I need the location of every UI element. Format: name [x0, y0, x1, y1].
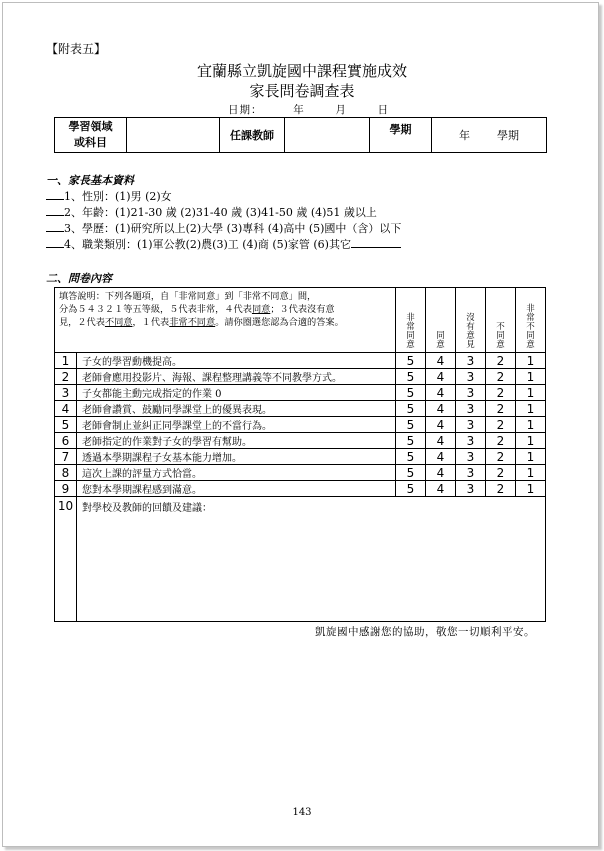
score-option[interactable]: 4 — [426, 449, 456, 465]
score-option[interactable]: 2 — [486, 369, 516, 385]
scale-header-agree: 同意 — [426, 288, 456, 353]
score-option[interactable]: 2 — [486, 385, 516, 401]
question-number: 7 — [55, 449, 77, 465]
basic-item-text: 3、學歷：(1)研究所以上(2)大學 (3)專科 (4)高中 (5)國中（含）以下 — [64, 222, 402, 235]
score-option[interactable]: 4 — [426, 465, 456, 481]
score-option[interactable]: 2 — [486, 449, 516, 465]
page-number: 143 — [292, 807, 312, 818]
score-option[interactable]: 3 — [456, 433, 486, 449]
field-label-line2: 或科目 — [74, 136, 107, 149]
score-option[interactable]: 3 — [456, 369, 486, 385]
question-row — [55, 449, 546, 465]
instructions-line3 — [59, 316, 391, 329]
score-option[interactable]: 5 — [396, 417, 426, 433]
basic-item-text: 1、性別：(1)男 (2)女 — [64, 190, 172, 203]
date-line — [228, 102, 389, 117]
instructions-line1: 填答說明：下列各題項，自「非常同意」到「非常不同意」間， — [59, 291, 317, 302]
score-option[interactable]: 4 — [426, 401, 456, 417]
question-text: 子女的學習動機提高。 — [77, 353, 396, 369]
instructions-underlined: 非常不同意 — [169, 317, 216, 328]
teacher-value-cell[interactable] — [285, 118, 370, 153]
question-text: 老師會應用投影片、海報、課程整理講義等不同教學方式。 — [77, 369, 396, 385]
question-number: 1 — [55, 353, 77, 369]
score-option[interactable]: 4 — [426, 385, 456, 401]
section2-heading: 二、問卷內容 — [46, 272, 112, 285]
score-option[interactable]: 2 — [486, 401, 516, 417]
question-number: 6 — [55, 433, 77, 449]
instructions-text: ，１代表 — [132, 317, 170, 328]
field-value-cell[interactable] — [127, 118, 220, 153]
question-row — [55, 481, 546, 497]
score-option[interactable]: 3 — [456, 417, 486, 433]
score-option[interactable]: 1 — [516, 449, 546, 465]
appendix-tag: 【附表五】 — [46, 42, 107, 56]
score-option[interactable]: 4 — [426, 433, 456, 449]
question-text: 老師指定的作業對子女的學習有幫助。 — [77, 433, 396, 449]
basic-item-text: 4、職業類別：(1)軍公教(2)農(3)工 (4)商 (5)家管 (6)其它 — [64, 238, 351, 251]
scale-header-strongly-disagree: 非常不同意 — [516, 288, 546, 353]
scale-header-strongly-agree: 非常同意 — [396, 288, 426, 353]
score-option[interactable]: 4 — [426, 417, 456, 433]
score-option[interactable]: 4 — [426, 369, 456, 385]
field-label-cell — [55, 118, 127, 153]
score-option[interactable]: 3 — [456, 353, 486, 369]
feedback-prompt: 對學校及教師的回饋及建議： — [82, 503, 212, 514]
question-number: 8 — [55, 465, 77, 481]
question-row — [55, 369, 546, 385]
instructions-underlined: 不同意 — [104, 317, 133, 328]
date-month: 月 — [335, 104, 347, 116]
question-text: 老師會讚賞、鼓勵同學課堂上的優異表現。 — [77, 401, 396, 417]
score-option[interactable]: 2 — [486, 353, 516, 369]
answer-blank[interactable] — [46, 188, 64, 200]
score-option[interactable]: 2 — [486, 481, 516, 497]
question-row — [55, 433, 546, 449]
scale-header-disagree: 不同意 — [486, 288, 516, 353]
score-option[interactable]: 5 — [396, 369, 426, 385]
question-text: 您對本學期課程感到滿意。 — [77, 481, 396, 497]
score-option[interactable]: 5 — [396, 449, 426, 465]
question-row — [55, 465, 546, 481]
instructions-text: 見，２代表 — [59, 317, 105, 328]
basic-item-4 — [46, 236, 401, 252]
question-row — [55, 401, 546, 417]
thanks-note: 凱旋國中感謝您的協助，敬您一切順利平安。 — [315, 626, 535, 638]
course-info-table — [54, 117, 547, 153]
score-option[interactable]: 1 — [516, 433, 546, 449]
question-text: 子女都能主動完成指定的作業 0 — [77, 385, 396, 401]
question-text: 老師會制止並糾正同學課堂上的不當行為。 — [77, 417, 396, 433]
page-title: 宜蘭縣立凱旋國中課程實施成效 — [196, 62, 407, 80]
score-option[interactable]: 1 — [516, 401, 546, 417]
score-option[interactable]: 5 — [396, 401, 426, 417]
question-row — [55, 417, 546, 433]
date-day: 日 — [377, 104, 390, 116]
instructions-line2 — [59, 303, 391, 316]
page-subtitle: 家長問卷調查表 — [249, 82, 355, 100]
field-label-line1: 學習領域 — [68, 120, 113, 133]
score-option[interactable]: 1 — [516, 369, 546, 385]
score-option[interactable]: 5 — [396, 353, 426, 369]
basic-item-1 — [46, 188, 172, 204]
basic-item-2 — [46, 204, 377, 220]
question-number: 2 — [55, 369, 77, 385]
scale-header-neutral: 沒有意見 — [456, 288, 486, 353]
score-option[interactable]: 4 — [426, 481, 456, 497]
score-option[interactable]: 1 — [516, 481, 546, 497]
score-option[interactable]: 5 — [396, 385, 426, 401]
score-option[interactable]: 2 — [486, 433, 516, 449]
score-option[interactable]: 3 — [456, 385, 486, 401]
score-option[interactable]: 2 — [486, 417, 516, 433]
score-option[interactable]: 5 — [396, 433, 426, 449]
semester-label: 學期 — [370, 118, 432, 153]
score-option[interactable]: 3 — [456, 481, 486, 497]
score-option[interactable]: 2 — [486, 465, 516, 481]
semester-unit: 學期 — [497, 129, 519, 142]
semester-value-cell[interactable] — [432, 118, 547, 153]
date-year: 年 — [293, 104, 305, 116]
question-text: 這次上課的評量方式恰當。 — [77, 465, 396, 481]
question-number: 3 — [55, 385, 77, 401]
basic-item-3 — [46, 220, 401, 236]
question-text: 透過本學期課程子女基本能力增加。 — [77, 449, 396, 465]
score-option[interactable]: 4 — [426, 353, 456, 369]
instructions-text: ；３代表沒有意 — [270, 304, 335, 315]
question-row — [55, 385, 546, 401]
score-option[interactable]: 1 — [516, 385, 546, 401]
score-option[interactable]: 1 — [516, 417, 546, 433]
other-occupation-blank[interactable] — [351, 236, 401, 248]
score-option[interactable]: 3 — [456, 449, 486, 465]
feedback-cell[interactable] — [77, 497, 546, 622]
answer-blank[interactable] — [46, 204, 64, 216]
score-option[interactable]: 1 — [516, 465, 546, 481]
date-label: 日期： — [228, 104, 263, 116]
semester-year: 年 — [459, 129, 470, 142]
answer-blank[interactable] — [46, 236, 64, 248]
section1-heading: 一、家長基本資料 — [46, 174, 134, 187]
survey-table — [54, 287, 546, 622]
score-option[interactable]: 1 — [516, 353, 546, 369]
basic-item-text: 2、年齡：(1)21-30 歲 (2)31-40 歲 (3)41-50 歲 (4)51 歲以上 — [64, 206, 377, 219]
question-number: 9 — [55, 481, 77, 497]
score-option[interactable]: 5 — [396, 465, 426, 481]
question-number: 4 — [55, 401, 77, 417]
score-option[interactable]: 3 — [456, 401, 486, 417]
question-number: 10 — [55, 497, 77, 622]
instructions-text: 。請你圈選您認為合適的答案。 — [215, 317, 344, 328]
teacher-label: 任課教師 — [220, 118, 285, 153]
answer-blank[interactable] — [46, 220, 64, 232]
instructions-cell — [55, 288, 396, 353]
score-option[interactable]: 5 — [396, 481, 426, 497]
question-row — [55, 353, 546, 369]
score-option[interactable]: 3 — [456, 465, 486, 481]
instructions-underlined: 同意 — [251, 304, 271, 315]
question-number: 5 — [55, 417, 77, 433]
instructions-text: 分為５４３２１等五等級，５代表非常，４代表 — [59, 304, 252, 315]
